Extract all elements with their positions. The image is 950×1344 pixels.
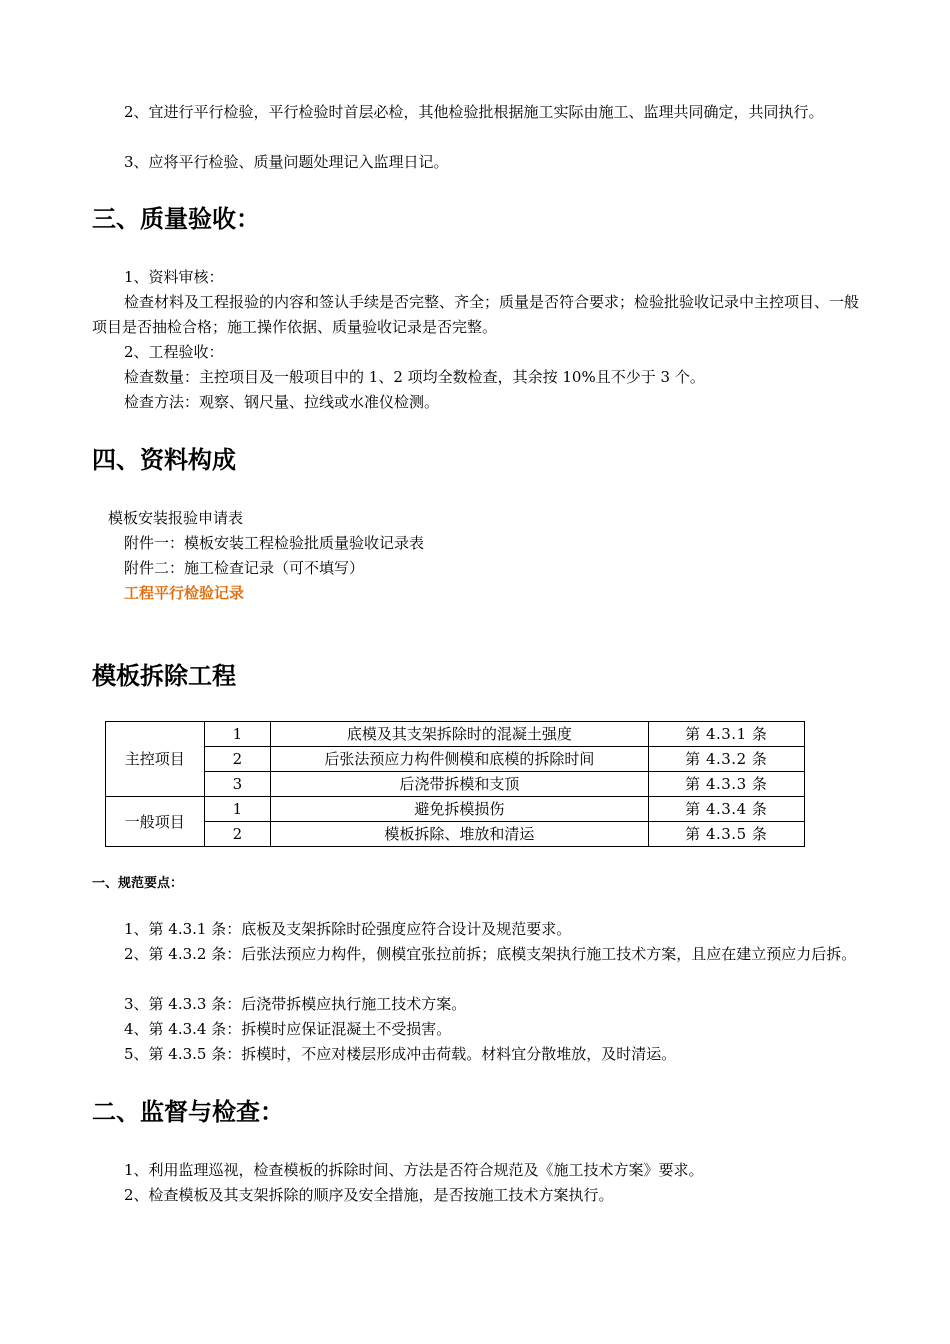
table-cell: 2	[204, 747, 271, 772]
page-title: 模板拆除工程	[92, 662, 236, 690]
parallel-inspection-link[interactable]: 工程平行检验记录	[124, 584, 245, 602]
table-row	[106, 822, 805, 847]
section-heading: 三、质量验收：	[92, 205, 260, 233]
table-row	[106, 747, 805, 772]
table-cell: 底模及其支架拆除时的混凝土强度	[271, 722, 648, 747]
paragraph: 2、宜进行平行检验，平行检验时首层必检，其他检验批根据施工实际由施工、监理共同确定，共同执行。	[124, 103, 824, 121]
list-item: 1、利用监理巡视，检查模板的拆除时间、方法是否符合规范及《施工技术方案》要求。	[124, 1161, 704, 1179]
group-cell: 主控项目	[106, 722, 205, 797]
table-cell: 第 4.3.1 条	[648, 722, 804, 747]
table-cell: 1	[204, 797, 271, 822]
list-item: 3、第 4.3.3 条：后浇带拆模应执行施工技术方案。	[124, 995, 467, 1013]
paragraph: 3、应将平行检验、质量问题处理记入监理日记。	[124, 153, 449, 171]
table-row	[106, 797, 805, 822]
table-cell: 第 4.3.5 条	[648, 822, 804, 847]
table-cell: 第 4.3.2 条	[648, 747, 804, 772]
section-heading: 四、资料构成	[92, 446, 236, 474]
table-cell: 2	[204, 822, 271, 847]
table-cell: 第 4.3.4 条	[648, 797, 804, 822]
group-cell: 一般项目	[106, 797, 205, 847]
table-cell: 后浇带拆模和支顶	[271, 772, 648, 797]
inspection-items-table	[105, 721, 805, 847]
list-item: 2、检查模板及其支架拆除的顺序及安全措施，是否按施工技术方案执行。	[124, 1186, 614, 1204]
list-item: 5、第 4.3.5 条：拆模时，不应对楼层形成冲击荷载。材料宜分散堆放，及时清运。	[124, 1045, 677, 1063]
table-cell: 1	[204, 722, 271, 747]
paragraph: 1、资料审核：	[124, 268, 224, 286]
paragraph: 附件二：施工检查记录（可不填写）	[124, 559, 365, 577]
paragraph: 检查数量：主控项目及一般项目中的 1、2 项均全数检查，其余按 10%且不少于 3 个。	[124, 368, 705, 386]
subsection-heading: 一、规范要点：	[92, 876, 184, 891]
paragraph: 检查材料及工程报验的内容和签认手续是否完整、齐全；质量是否符合要求；检验批验收记录中主控项目、一般项目是否抽检合格；施工操作依据、质量验收记录是否完整。	[92, 293, 860, 336]
table-cell: 3	[204, 772, 271, 797]
table-cell: 后张法预应力构件侧模和底模的拆除时间	[271, 747, 648, 772]
paragraph: 检查方法：观察、钢尺量、拉线或水准仪检测。	[124, 393, 440, 411]
paragraph: 附件一：模板安装工程检验批质量验收记录表	[124, 534, 425, 552]
table-row	[106, 772, 805, 797]
paragraph: 2、工程验收：	[124, 343, 224, 361]
section-heading: 二、监督与检查：	[92, 1098, 284, 1126]
list-item: 4、第 4.3.4 条：拆模时应保证混凝土不受损害。	[124, 1020, 452, 1038]
table-cell: 避免拆模损伤	[271, 797, 648, 822]
list-item: 1、第 4.3.1 条：底板及支架拆除时砼强度应符合设计及规范要求。	[124, 920, 572, 938]
table-row	[106, 722, 805, 747]
table-cell: 第 4.3.3 条	[648, 772, 804, 797]
list-item: 2、第 4.3.2 条：后张法预应力构件，侧模宜张拉前拆；底模支架执行施工技术方案，且应在建立预应力后拆。	[124, 945, 857, 963]
table-cell: 模板拆除、堆放和清运	[271, 822, 648, 847]
paragraph: 模板安装报验申请表	[108, 509, 244, 527]
